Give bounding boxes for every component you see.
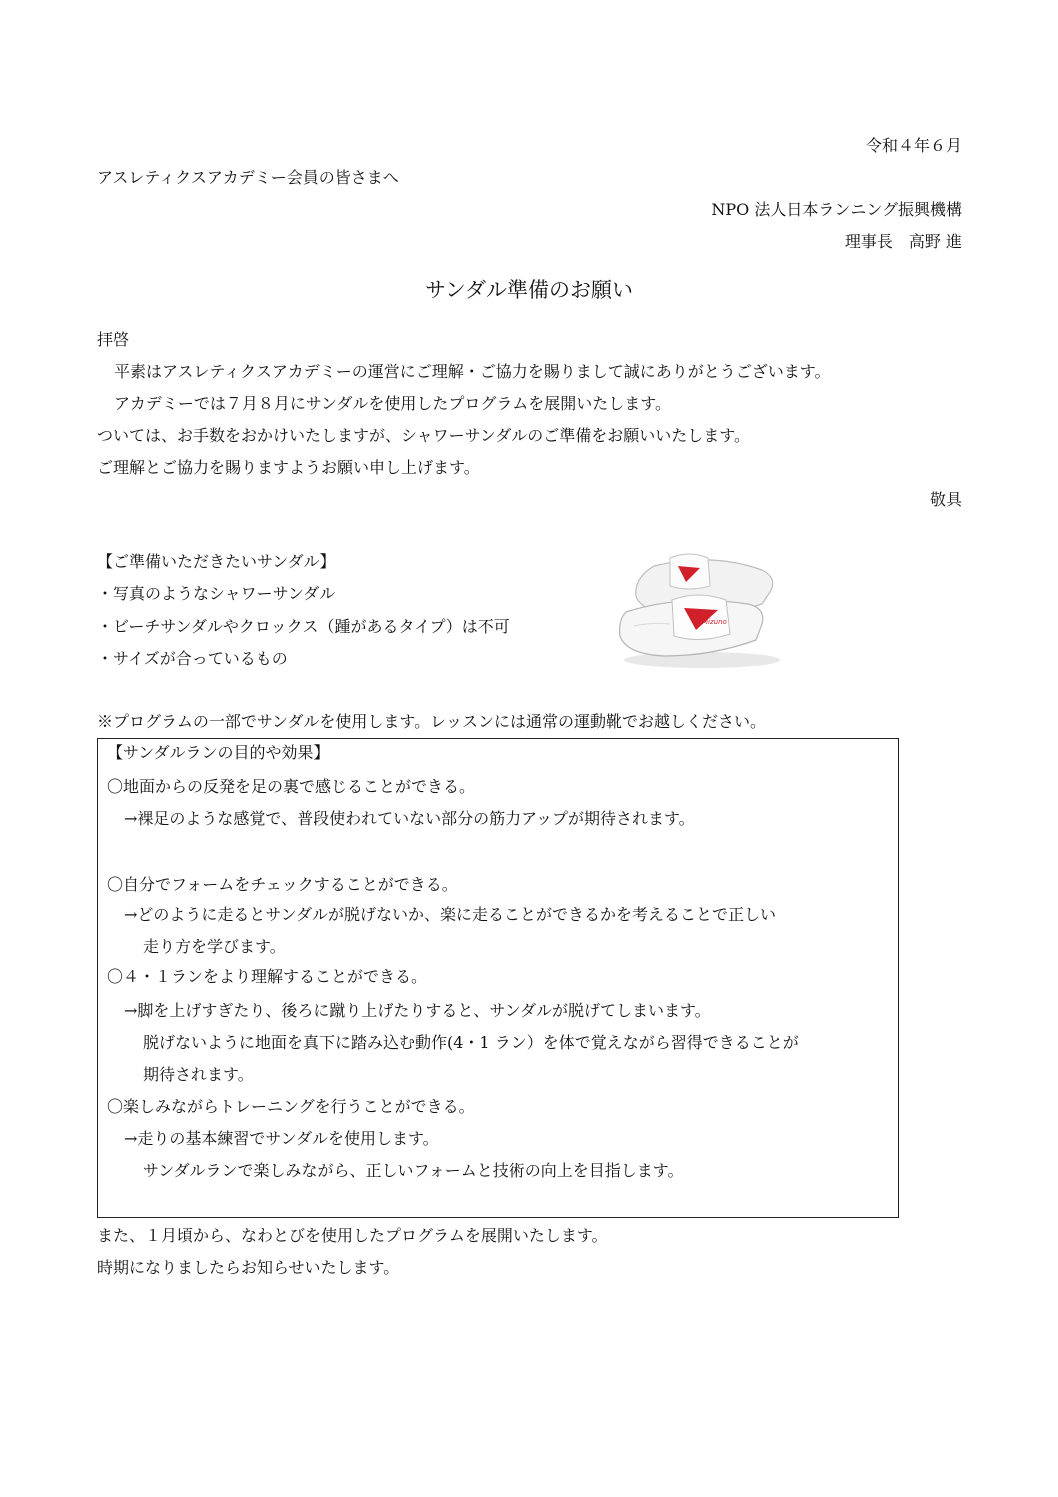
effect-detail: →裸足のような感覚で、普段使われていない部分の筋力アップが期待されます。 (124, 809, 695, 828)
effect-detail: →脚を上げすぎたり、後ろに蹴り上げたりすると、サンダルが脱げてしまいます。 (124, 1001, 711, 1020)
effect-point: 〇４・１ランをより理解することができる。 (107, 967, 428, 986)
note: ※プログラムの一部でサンダルを使用します。レッスンには通常の運動靴でお越しください。 (97, 712, 766, 731)
paragraph: 平素はアスレティクスアカデミーの運営にご理解・ご協力を賜りまして誠にありがとうございます。 (114, 362, 831, 381)
effect-point: 〇楽しみながらトレーニングを行うことができる。 (107, 1097, 475, 1116)
footer-line: 時期になりましたらお知らせいたします。 (97, 1258, 400, 1277)
effect-detail: 期待されます。 (143, 1065, 254, 1084)
effect-detail: サンダルランで楽しみながら、正しいフォームと技術の向上を目指します。 (143, 1161, 684, 1180)
effect-detail: →走りの基本練習でサンダルを使用します。 (124, 1129, 439, 1148)
effect-detail: 脱げないように地面を真下に踏み込む動作(4・1 ラン）を体で覚えながら習得できることが (143, 1033, 799, 1052)
closing: 敬具 (929, 490, 962, 509)
effects-heading: 【サンダルランの目的や効果】 (107, 743, 330, 762)
effect-point: 〇地面からの反発を足の裏で感じることができる。 (107, 777, 476, 796)
organization: NPO 法人日本ランニング振興機構 (711, 200, 962, 219)
effect-detail: 走り方を学びます。 (143, 937, 286, 956)
opening: 拝啓 (97, 330, 130, 349)
effect-detail: →どのように走るとサンダルが脱げないか、楽に走ることができるかを考えることで正しい (124, 905, 776, 924)
brand-text: Mizuno (702, 618, 727, 626)
signer: 理事長 高野 進 (844, 232, 962, 251)
paragraph: アカデミーでは７月８月にサンダルを使用したプログラムを展開いたします。 (114, 394, 671, 413)
sandal-photo (612, 552, 782, 670)
requirements-heading: 【ご準備いただきたいサンダル】 (97, 552, 336, 571)
footer-line: また、１月頃から、なわとびを使用したプログラムを展開いたします。 (97, 1226, 608, 1245)
requirement-item: ・サイズが合っているもの (97, 649, 288, 668)
requirement-item: ・ビーチサンダルやクロックス（踵があるタイプ）は不可 (97, 617, 510, 636)
recipient: アスレティクスアカデミー会員の皆さまへ (97, 168, 399, 187)
effect-point: 〇自分でフォームをチェックすることができる。 (107, 875, 458, 894)
date: 令和４年６月 (865, 136, 962, 155)
requirement-item: ・写真のようなシャワーサンダル (97, 584, 336, 603)
paragraph: ついては、お手数をおかけいたしますが、シャワーサンダルのご準備をお願いいたします。 (97, 426, 750, 445)
paragraph: ご理解とご協力を賜りますようお願い申し上げます。 (97, 458, 480, 477)
page-title: サンダル準備のお願い (424, 278, 634, 302)
